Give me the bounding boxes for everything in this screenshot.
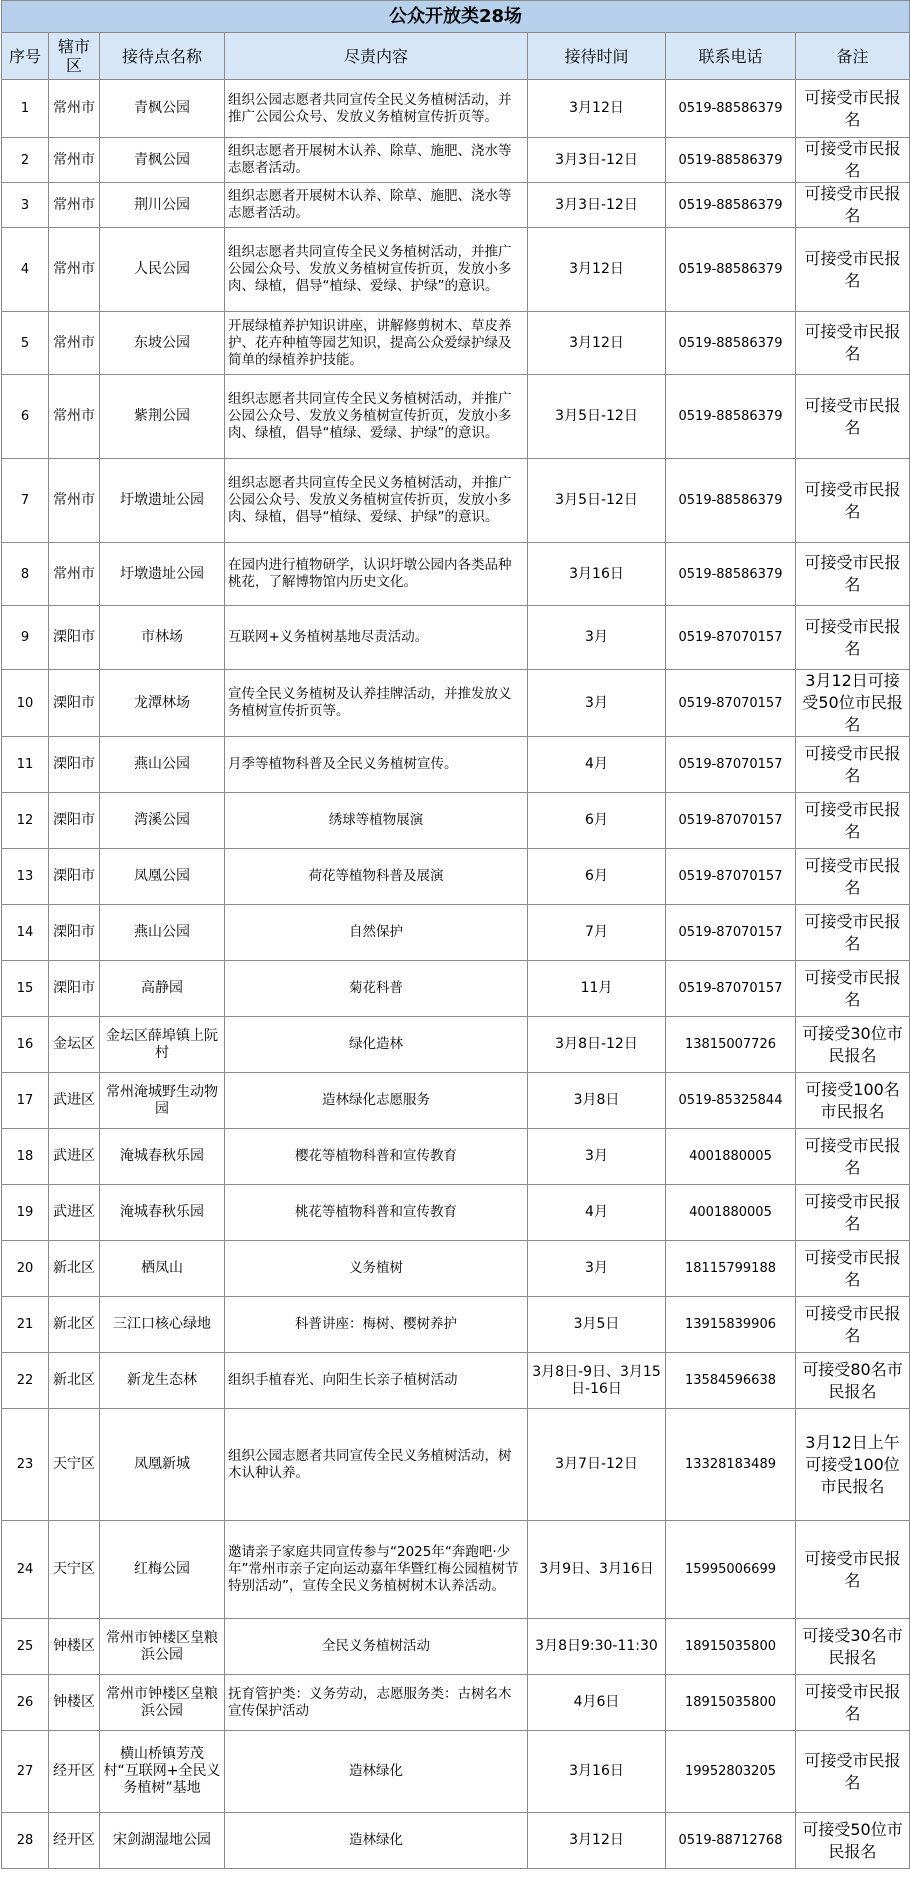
cell-content: 互联网+义务植树基地尽责活动。	[225, 606, 528, 670]
cell-seq: 21	[2, 1297, 49, 1353]
cell-district: 常州市	[49, 312, 100, 375]
cell-phone: 18915035800	[666, 1619, 796, 1675]
cell-phone: 4001880005	[666, 1185, 796, 1241]
cell-time: 4月6日	[528, 1675, 666, 1731]
cell-content: 抚育管护类：义务劳动，志愿服务类：古树名木宣传保护活动	[225, 1675, 528, 1731]
cell-seq: 17	[2, 1073, 49, 1129]
cell-district: 溧阳市	[49, 606, 100, 670]
cell-district: 新北区	[49, 1297, 100, 1353]
cell-seq: 5	[2, 312, 49, 375]
header-site: 接待点名称	[100, 33, 225, 80]
cell-seq: 6	[2, 375, 49, 459]
cell-site: 常州淹城野生动物园	[100, 1073, 225, 1129]
cell-time: 3月8日	[528, 1073, 666, 1129]
cell-note: 可接受市民报名	[796, 849, 910, 905]
cell-district: 武进区	[49, 1129, 100, 1185]
cell-site: 横山桥镇芳茂村“互联网+全民义务植树”基地	[100, 1731, 225, 1813]
cell-site: 人民公园	[100, 228, 225, 312]
cell-site: 宋剑湖湿地公园	[100, 1813, 225, 1869]
cell-phone: 18115799188	[666, 1241, 796, 1297]
cell-note: 可接受市民报名	[796, 737, 910, 793]
cell-seq: 4	[2, 228, 49, 312]
cell-site: 市林场	[100, 606, 225, 670]
table-row	[2, 228, 910, 312]
cell-site: 燕山公园	[100, 737, 225, 793]
cell-district: 溧阳市	[49, 905, 100, 961]
table-row	[2, 1521, 910, 1619]
cell-site: 常州市钟楼区皇粮浜公园	[100, 1675, 225, 1731]
cell-seq: 22	[2, 1353, 49, 1409]
cell-time: 3月8日9:30-11:30	[528, 1619, 666, 1675]
table-row	[2, 849, 910, 905]
cell-time: 4月	[528, 1185, 666, 1241]
cell-content: 全民义务植树活动	[225, 1619, 528, 1675]
cell-district: 钟楼区	[49, 1675, 100, 1731]
cell-seq: 11	[2, 737, 49, 793]
cell-phone: 0519-87070157	[666, 670, 796, 737]
cell-district: 经开区	[49, 1731, 100, 1813]
cell-phone: 0519-87070157	[666, 961, 796, 1017]
cell-phone: 13915839906	[666, 1297, 796, 1353]
cell-time: 6月	[528, 793, 666, 849]
cell-content: 月季等植物科普及全民义务植树宣传。	[225, 737, 528, 793]
table-row	[2, 1241, 910, 1297]
cell-site: 湾溪公园	[100, 793, 225, 849]
cell-time: 3月9日、3月16日	[528, 1521, 666, 1619]
table-header-row	[2, 33, 910, 80]
cell-time: 3月5日-12日	[528, 459, 666, 543]
cell-site: 栖凤山	[100, 1241, 225, 1297]
cell-content: 荷花等植物科普及展演	[225, 849, 528, 905]
cell-content: 桃花等植物科普和宣传教育	[225, 1185, 528, 1241]
table-row	[2, 905, 910, 961]
cell-note: 可接受市民报名	[796, 312, 910, 375]
table-row	[2, 1619, 910, 1675]
cell-seq: 23	[2, 1409, 49, 1521]
cell-seq: 13	[2, 849, 49, 905]
table-row	[2, 138, 910, 183]
cell-district: 常州市	[49, 183, 100, 228]
cell-note: 可接受30名市民报名	[796, 1619, 910, 1675]
table-row	[2, 183, 910, 228]
activity-table	[1, 0, 910, 1869]
table-row	[2, 737, 910, 793]
cell-site: 常州市钟楼区皇粮浜公园	[100, 1619, 225, 1675]
cell-time: 3月16日	[528, 1731, 666, 1813]
cell-seq: 24	[2, 1521, 49, 1619]
header-seq: 序号	[2, 33, 49, 80]
table-row	[2, 1129, 910, 1185]
cell-note: 可接受市民报名	[796, 183, 910, 228]
cell-district: 天宁区	[49, 1409, 100, 1521]
cell-phone: 0519-87070157	[666, 849, 796, 905]
cell-district: 金坛区	[49, 1017, 100, 1073]
cell-content: 组织志愿者开展树木认养、除草、施肥、浇水等志愿者活动。	[225, 138, 528, 183]
cell-seq: 15	[2, 961, 49, 1017]
cell-phone: 13815007726	[666, 1017, 796, 1073]
cell-site: 红梅公园	[100, 1521, 225, 1619]
cell-site: 荆川公园	[100, 183, 225, 228]
cell-content: 造林绿化志愿服务	[225, 1073, 528, 1129]
cell-phone: 0519-88586379	[666, 312, 796, 375]
cell-district: 武进区	[49, 1073, 100, 1129]
cell-site: 龙潭林场	[100, 670, 225, 737]
cell-site: 圩墩遗址公园	[100, 459, 225, 543]
cell-site: 燕山公园	[100, 905, 225, 961]
cell-time: 3月8日-12日	[528, 1017, 666, 1073]
cell-note: 可接受100名市民报名	[796, 1073, 910, 1129]
cell-district: 常州市	[49, 459, 100, 543]
cell-seq: 28	[2, 1813, 49, 1869]
cell-note: 可接受市民报名	[796, 1297, 910, 1353]
cell-time: 3月8日-9日、3月15日-16日	[528, 1353, 666, 1409]
cell-note: 可接受30位市民报名	[796, 1017, 910, 1073]
cell-content: 在园内进行植物研学，认识圩墩公园内各类品种桃花，了解博物馆内历史文化。	[225, 543, 528, 606]
cell-content: 造林绿化	[225, 1813, 528, 1869]
cell-seq: 7	[2, 459, 49, 543]
table-row	[2, 1017, 910, 1073]
cell-content: 组织志愿者共同宣传全民义务植树活动，并推广公园公众号、发放义务植树宣传折页，发放小多肉、绿植，倡导“植绿、爱绿、护绿”的意识。	[225, 375, 528, 459]
cell-phone: 0519-88586379	[666, 459, 796, 543]
cell-site: 东坡公园	[100, 312, 225, 375]
cell-content: 组织公园志愿者共同宣传全民义务植树活动，并推广公园公众号、发放义务植树宣传折页等。	[225, 80, 528, 138]
cell-district: 溧阳市	[49, 737, 100, 793]
table-body	[2, 80, 910, 1869]
cell-time: 3月12日	[528, 228, 666, 312]
cell-content: 绣球等植物展演	[225, 793, 528, 849]
table-row	[2, 80, 910, 138]
table-row	[2, 961, 910, 1017]
header-time: 接待时间	[528, 33, 666, 80]
cell-seq: 2	[2, 138, 49, 183]
cell-district: 新北区	[49, 1241, 100, 1297]
cell-district: 武进区	[49, 1185, 100, 1241]
cell-time: 11月	[528, 961, 666, 1017]
cell-time: 3月5日-12日	[528, 375, 666, 459]
cell-content: 自然保护	[225, 905, 528, 961]
cell-district: 溧阳市	[49, 961, 100, 1017]
table-row	[2, 1297, 910, 1353]
cell-district: 新北区	[49, 1353, 100, 1409]
cell-content: 义务植树	[225, 1241, 528, 1297]
cell-district: 溧阳市	[49, 793, 100, 849]
cell-content: 开展绿植养护知识讲座，讲解修剪树木、草皮养护、花卉种植等园艺知识，提高公众爱绿护绿及简单的绿植养护技能。	[225, 312, 528, 375]
cell-time: 3月12日	[528, 80, 666, 138]
cell-phone: 0519-87070157	[666, 905, 796, 961]
cell-content: 绿化造林	[225, 1017, 528, 1073]
table-row	[2, 793, 910, 849]
cell-phone: 0519-88712768	[666, 1813, 796, 1869]
cell-district: 经开区	[49, 1813, 100, 1869]
table-row	[2, 543, 910, 606]
table-row	[2, 606, 910, 670]
cell-seq: 18	[2, 1129, 49, 1185]
cell-phone: 0519-85325844	[666, 1073, 796, 1129]
cell-time: 3月12日	[528, 1813, 666, 1869]
table-row	[2, 375, 910, 459]
cell-content: 樱花等植物科普和宣传教育	[225, 1129, 528, 1185]
cell-content: 组织手植春光、向阳生长亲子植树活动	[225, 1353, 528, 1409]
cell-time: 4月	[528, 737, 666, 793]
cell-site: 高静园	[100, 961, 225, 1017]
cell-time: 3月16日	[528, 543, 666, 606]
cell-note: 可接受市民报名	[796, 228, 910, 312]
cell-phone: 0519-88586379	[666, 543, 796, 606]
cell-content: 造林绿化	[225, 1731, 528, 1813]
table-row	[2, 1185, 910, 1241]
cell-seq: 19	[2, 1185, 49, 1241]
cell-seq: 26	[2, 1675, 49, 1731]
cell-phone: 15995006699	[666, 1521, 796, 1619]
cell-note: 可接受80名市民报名	[796, 1353, 910, 1409]
cell-district: 常州市	[49, 375, 100, 459]
cell-seq: 16	[2, 1017, 49, 1073]
cell-note: 可接受市民报名	[796, 1675, 910, 1731]
cell-note: 3月12日上午可接受100位市民报名	[796, 1409, 910, 1521]
cell-note: 可接受市民报名	[796, 1241, 910, 1297]
cell-phone: 0519-88586379	[666, 183, 796, 228]
cell-district: 常州市	[49, 138, 100, 183]
cell-seq: 3	[2, 183, 49, 228]
cell-time: 3月	[528, 606, 666, 670]
cell-phone: 18915035800	[666, 1675, 796, 1731]
cell-phone: 0519-87070157	[666, 793, 796, 849]
cell-time: 3月7日-12日	[528, 1409, 666, 1521]
cell-phone: 0519-88586379	[666, 80, 796, 138]
cell-district: 常州市	[49, 543, 100, 606]
cell-site: 三江口核心绿地	[100, 1297, 225, 1353]
cell-site: 金坛区薛埠镇上阮村	[100, 1017, 225, 1073]
cell-note: 可接受市民报名	[796, 80, 910, 138]
cell-seq: 9	[2, 606, 49, 670]
table-row	[2, 1675, 910, 1731]
cell-seq: 25	[2, 1619, 49, 1675]
cell-site: 紫荆公园	[100, 375, 225, 459]
cell-time: 6月	[528, 849, 666, 905]
cell-phone: 0519-88586379	[666, 228, 796, 312]
table-row	[2, 1731, 910, 1813]
cell-seq: 8	[2, 543, 49, 606]
header-district: 辖市区	[49, 33, 100, 80]
cell-time: 3月12日	[528, 312, 666, 375]
cell-content: 科普讲座：梅树、樱树养护	[225, 1297, 528, 1353]
cell-time: 3月3日-12日	[528, 138, 666, 183]
cell-time: 7月	[528, 905, 666, 961]
cell-content: 菊花科普	[225, 961, 528, 1017]
cell-note: 可接受50位市民报名	[796, 1813, 910, 1869]
cell-time: 3月	[528, 670, 666, 737]
cell-seq: 12	[2, 793, 49, 849]
cell-note: 可接受市民报名	[796, 543, 910, 606]
cell-time: 3月3日-12日	[528, 183, 666, 228]
table-row	[2, 1353, 910, 1409]
cell-content: 邀请亲子家庭共同宣传参与“2025年“奔跑吧·少年”常州市亲子定向运动嘉年华暨红梅公园植树节特别活动”，宣传全民义务植树树木认养活动。	[225, 1521, 528, 1619]
cell-note: 可接受市民报名	[796, 375, 910, 459]
cell-content: 组织公园志愿者共同宣传全民义务植树活动，树木认种认养。	[225, 1409, 528, 1521]
cell-phone: 13328183489	[666, 1409, 796, 1521]
cell-time: 3月	[528, 1241, 666, 1297]
cell-site: 青枫公园	[100, 80, 225, 138]
cell-note: 可接受市民报名	[796, 1521, 910, 1619]
header-note: 备注	[796, 33, 910, 80]
cell-phone: 0519-88586379	[666, 375, 796, 459]
cell-district: 常州市	[49, 228, 100, 312]
cell-district: 常州市	[49, 80, 100, 138]
cell-time: 3月5日	[528, 1297, 666, 1353]
cell-note: 3月12日可接受50位市民报名	[796, 670, 910, 737]
cell-site: 淹城春秋乐园	[100, 1185, 225, 1241]
cell-site: 青枫公园	[100, 138, 225, 183]
cell-seq: 14	[2, 905, 49, 961]
cell-district: 溧阳市	[49, 849, 100, 905]
cell-site: 圩墩遗址公园	[100, 543, 225, 606]
table-row	[2, 312, 910, 375]
cell-note: 可接受市民报名	[796, 961, 910, 1017]
cell-district: 钟楼区	[49, 1619, 100, 1675]
cell-note: 可接受市民报名	[796, 459, 910, 543]
table-title: 公众开放类28场	[2, 1, 910, 33]
cell-time: 3月	[528, 1129, 666, 1185]
cell-site: 凤凰公园	[100, 849, 225, 905]
table-row	[2, 459, 910, 543]
cell-note: 可接受市民报名	[796, 1129, 910, 1185]
table-row	[2, 1073, 910, 1129]
cell-phone: 19952803205	[666, 1731, 796, 1813]
cell-phone: 0519-88586379	[666, 138, 796, 183]
table-row	[2, 1409, 910, 1521]
cell-note: 可接受市民报名	[796, 905, 910, 961]
table-row	[2, 1813, 910, 1869]
cell-phone: 0519-87070157	[666, 737, 796, 793]
cell-phone: 0519-87070157	[666, 606, 796, 670]
cell-content: 组织志愿者开展树木认养、除草、施肥、浇水等志愿者活动。	[225, 183, 528, 228]
cell-district: 天宁区	[49, 1521, 100, 1619]
cell-seq: 10	[2, 670, 49, 737]
header-phone: 联系电话	[666, 33, 796, 80]
cell-note: 可接受市民报名	[796, 793, 910, 849]
cell-note: 可接受市民报名	[796, 1731, 910, 1813]
cell-phone: 13584596638	[666, 1353, 796, 1409]
cell-content: 组织志愿者共同宣传全民义务植树活动，并推广公园公众号、发放义务植树宣传折页，发放小多肉、绿植，倡导“植绿、爱绿、护绿”的意识。	[225, 459, 528, 543]
cell-note: 可接受市民报名	[796, 138, 910, 183]
cell-content: 宣传全民义务植树及认养挂牌活动，并推发放义务植树宣传折页等。	[225, 670, 528, 737]
cell-note: 可接受市民报名	[796, 606, 910, 670]
cell-seq: 20	[2, 1241, 49, 1297]
cell-seq: 27	[2, 1731, 49, 1813]
cell-note: 可接受市民报名	[796, 1185, 910, 1241]
table-row	[2, 670, 910, 737]
cell-seq: 1	[2, 80, 49, 138]
cell-content: 组织志愿者共同宣传全民义务植树活动，并推广公园公众号、发放义务植树宣传折页，发放小多肉、绿植，倡导“植绿、爱绿、护绿”的意识。	[225, 228, 528, 312]
cell-site: 凤凰新城	[100, 1409, 225, 1521]
cell-site: 新龙生态林	[100, 1353, 225, 1409]
header-content: 尽责内容	[225, 33, 528, 80]
cell-district: 溧阳市	[49, 670, 100, 737]
cell-phone: 4001880005	[666, 1129, 796, 1185]
cell-site: 淹城春秋乐园	[100, 1129, 225, 1185]
